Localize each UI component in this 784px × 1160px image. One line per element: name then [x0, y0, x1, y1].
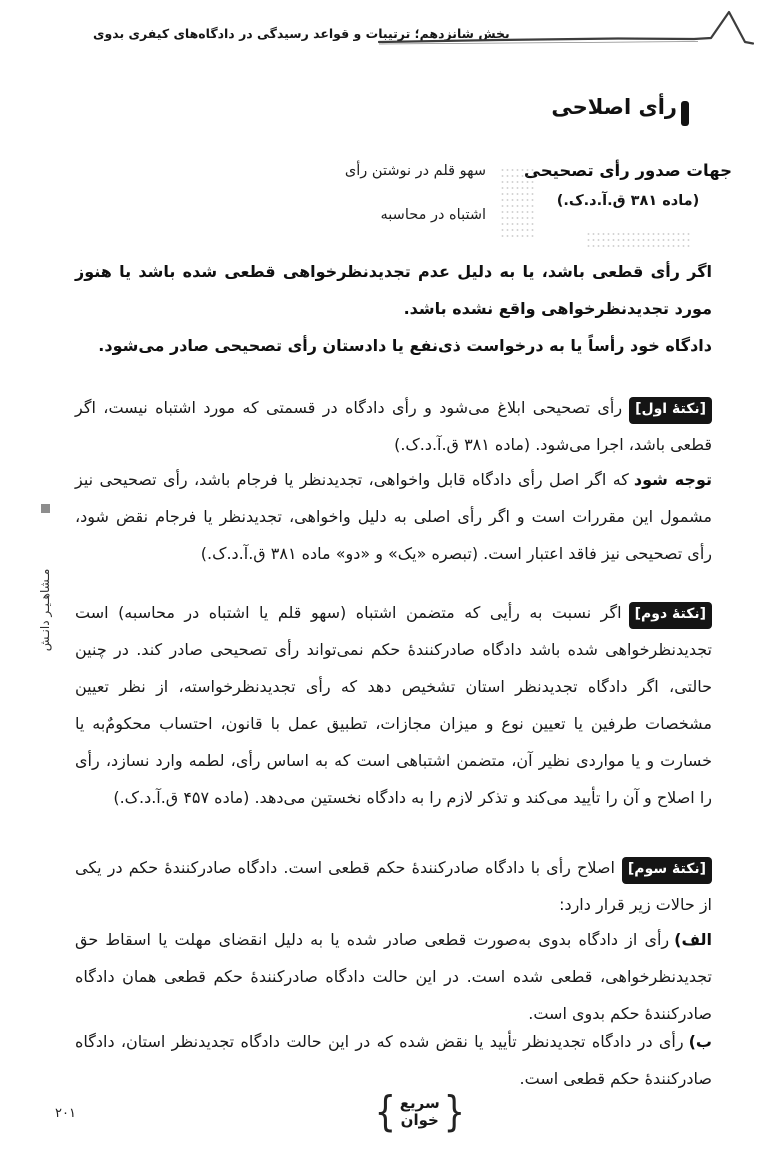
note-first — [75, 389, 712, 463]
series-logo — [372, 1087, 467, 1136]
section-marker-icon — [681, 101, 689, 126]
note-first-text: رأی تصحیحی ابلاغ می‌شود و رأی دادگاه در قسمتی که مورد اشتباه نیست، اگر قطعی باشد، اجرا می‌شود. (ماده ۳۸۱ ق.آ.د.ک.) — [75, 398, 712, 454]
issuance-items — [248, 160, 486, 248]
note-first-label: [نکتهٔ اول] — [629, 397, 712, 424]
brace-left-icon: { — [374, 1087, 397, 1136]
note-second-text: اگر نسبت به رأیی که متضمن اشتباه (سهو قلم یا اشتباه در محاسبه) است تجدیدنظرخواهی شده باشد دادگاه صادرکنندهٔ حکم نمی‌تواند رأی تصحیحی صادر کند. در چنین حالتی، اگر دادگاه تجدیدنظر استان تشخیص دهد که رأی تجدیدنظرخواسته، از نظر تعیین مشخصات طرفین یا تعیین نوع و میزان مجازات، تطبیق عمل با قانون، احتساب محکومٌ‌به یا خسارت و یا مواردی نظیر آن، متضمن اشتباهی است که به اساس رأی، لطمه وارد نسازد، رأی را اصلاح و آن را تأیید می‌کند و تذکر لازم را به دادگاه نخستین می‌دهد. (ماده ۴۵۷ ق.آ.د.ک.) — [75, 603, 712, 807]
note-third-text: اصلاح رأی با دادگاه صادرکنندهٔ حکم قطعی است. دادگاه صادرکنندهٔ حکم در یکی از حالات زیر قرار دارد: — [75, 858, 712, 914]
issuance-law-ref: (ماده ۳۸۱ ق.آ.د.ک.) — [556, 193, 700, 209]
issuance-heading: جهات صدور رأی تصحیحی — [524, 161, 732, 180]
logo-word-top: سریع — [399, 1094, 440, 1112]
case-b-text: رأی در دادگاه تجدیدنظر تأیید یا نقض شده که در این حالت دادگاه تجدیدنظر استان، دادگاه صادرکنندهٔ حکم قطعی است. — [75, 1032, 712, 1088]
case-a-lead: الف) — [674, 930, 712, 949]
attention-text: که اگر اصل رأی دادگاه قابل واخواهی، تجدیدنظر یا فرجام باشد، رأی تصحیحی نیز مشمول این مقررات است و اگر رأی اصلی به دلیل واخواهی، تجدیدنظر یا فرجام نقض شود، رأی تصحیحی نیز فاقد اعتبار است. (تبصره «یک» و «دو» ماده ۳۸۱ ق.آ.د.ک.) — [75, 470, 712, 563]
series-logo-words — [400, 1095, 440, 1129]
page-title: رأی اصلاحی — [551, 95, 677, 119]
logo-word-bottom: خوان — [400, 1111, 439, 1129]
issuance-heading-block — [520, 158, 736, 218]
note-third-label: [نکتهٔ سوم] — [622, 857, 712, 884]
paragraph-condition: اگر رأی قطعی باشد، یا به دلیل عدم تجدیدنظرخواهی قطعی شده باشد یا هنوز مورد تجدیدنظرخواهی واقع نشده باشد. — [75, 262, 712, 318]
page-number: ۲۰۱ — [55, 1106, 76, 1121]
attention-lead: توجه شود — [633, 470, 712, 489]
brace-right-icon: } — [443, 1087, 465, 1136]
case-a-text: رأی از دادگاه بدوی به‌صورت قطعی صادر شده یا به دلیل انقضای مهلت یا اسقاط حق تجدیدنظرخواهی، قطعی شده است. در این حالت دادگاه صادرکنندهٔ حکم قطعی همان دادگاه صادرکنندهٔ حکم بدوی است. — [75, 930, 712, 1023]
faded-print-texture — [586, 231, 692, 251]
publisher-mark-icon — [41, 504, 50, 513]
publisher-vertical-text: مـشاهـیـر دانـش — [38, 568, 52, 652]
header-rule-icon — [378, 8, 754, 48]
attention-paragraph — [75, 461, 712, 572]
list-item: سهو قلم در نوشتن رأی — [344, 163, 486, 179]
paragraph-issuer: دادگاه خود رأساً یا به درخواست ذی‌نفع یا دادستان رأی تصحیحی صادر می‌شود. — [98, 336, 712, 355]
faded-brace-texture — [500, 167, 534, 241]
list-item: اشتباه در محاسبه — [380, 207, 486, 223]
case-item-a — [75, 921, 712, 1032]
case-item-b — [75, 1023, 712, 1097]
chapter-title: بخش شانزدهم؛ ترتیبات و قواعد رسیدگی در دادگاه‌های کیفری بدوی — [93, 26, 510, 41]
note-second — [75, 594, 712, 816]
case-b-lead: ب) — [688, 1032, 712, 1051]
note-second-label: [نکتهٔ دوم] — [629, 602, 712, 629]
note-third — [75, 849, 712, 923]
